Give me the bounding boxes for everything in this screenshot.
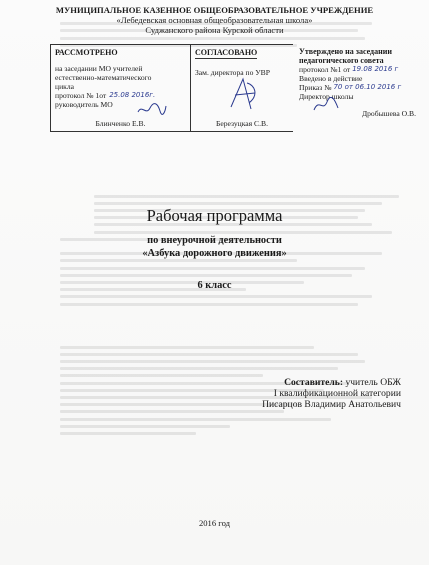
approved-signer: Дробышева О.В. [361,109,416,118]
agreed-signer: Березуцкая С.В. [216,119,268,128]
approved-protocol-handwritten: 19.08 2016 г [352,65,399,73]
document-title: Рабочая программа [146,206,283,225]
author-role: учитель ОБЖ [345,377,401,388]
considered-line3: цикла [55,82,74,91]
approval-blocks [50,44,420,132]
considered-block [50,44,190,132]
signature-director [311,96,341,114]
document-year: 2016 год [198,518,231,528]
agreed-title: СОГЛАСОВАНО [195,48,258,57]
author-category: I квалификационной категории [273,388,401,399]
agreed-line1: Зам. директора по УВР [195,68,270,77]
considered-title: РАССМОТРЕНО [55,48,118,57]
approved-title: Утверждено на заседании педагогического совета [299,47,392,65]
considered-head: руководитель МО [55,100,113,109]
signature-head-mo [136,102,168,116]
considered-line1: на заседании МО учителей [55,64,143,73]
order-handwritten: 70 от 06.10 2016 г [333,83,402,91]
signature-deputy [225,75,265,113]
school-header [0,5,429,35]
grade-label: 6 класс [197,280,232,291]
author-label: Составитель: [284,377,344,388]
agreed-block [190,44,293,132]
approved-order: Приказ № 70 от 06.10 2016 г [299,83,402,92]
considered-signer: Блинченко Е.В. [95,119,146,128]
approved-block [293,44,420,132]
author-name: Писарцов Владимир Анатольевич [262,399,401,410]
considered-protocol: протокол № 1от 25.08 2016г. [55,91,156,100]
author-block [262,377,401,410]
program-subject: по внеурочной деятельности «Азбука дорожного движения» [142,235,287,259]
protocol-handwritten: 25.08 2016г. [109,91,156,99]
school-name: «Лебедевская основная общеобразовательная школа» [116,15,313,25]
approved-effect: Введено в действие [299,74,363,83]
school-district: Суджанского района Курской области [145,25,284,35]
approved-protocol: протокол №1 от 19.08 2016 г [299,65,399,74]
school-type: МУНИЦИПАЛЬНОЕ КАЗЕННОЕ ОБЩЕОБРАЗОВАТЕЛЬНОЕ УЧРЕЖДЕНИЕ [55,5,374,15]
approved-director: Директор школы [299,92,354,101]
considered-line2: естественно-математического [55,73,152,82]
